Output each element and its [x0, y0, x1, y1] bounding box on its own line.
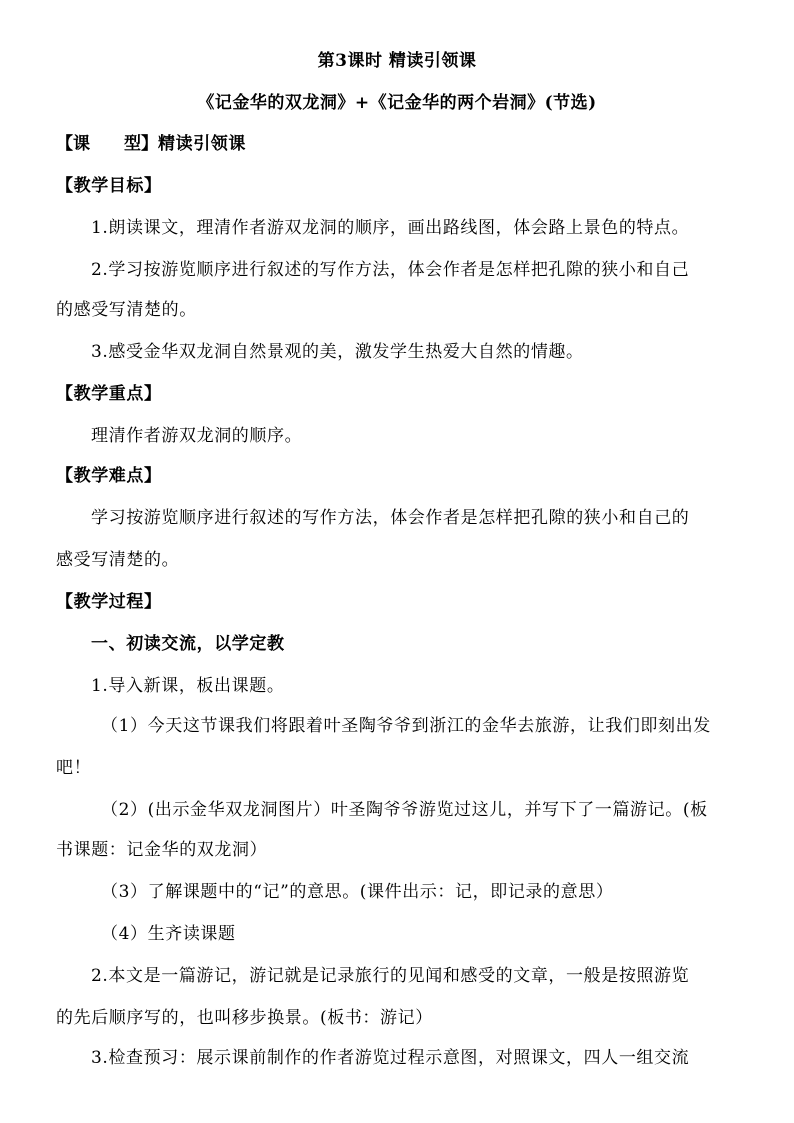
goal-item-2-line-2: 的感受写清楚的。: [56, 300, 197, 320]
process-sub-4: （4）生齐读课题: [101, 924, 236, 944]
goal-item-3: 3.感受金华双龙洞自然景观的美，激发学生热爱大自然的情趣。: [91, 342, 584, 362]
course-type-row: [56, 132, 246, 156]
goal-item-1: 1.朗读课文，理清作者游双龙洞的顺序，画出路线图，体会路上景色的特点。: [91, 218, 690, 238]
key-points-heading: 【教学重点】: [56, 384, 162, 404]
process-sub-1-line-1: （1）今天这节课我们将跟着叶圣陶爷爷到浙江的金华去旅游，让我们即刻出发: [101, 716, 711, 736]
lesson-subtitle: 《记金华的双龙洞》+《记金华的两个岩洞》(节选): [197, 93, 597, 113]
process-step-2-line-1: 2.本文是一篇游记，游记就是记录旅行的见闻和感受的文章，一般是按照游览: [91, 966, 690, 986]
process-step-2-line-2: 的先后顺序写的，也叫移步换景。(板书：游记）: [56, 1008, 433, 1028]
difficult-points-line-1: 学习按游览顺序进行叙述的写作方法，体会作者是怎样把孔隙的狭小和自己的: [91, 508, 690, 528]
process-sub-3: （3）了解课题中的“记”的意思。(课件出示：记，即记录的意思）: [101, 882, 614, 902]
key-points-text: 理清作者游双龙洞的顺序。: [91, 426, 303, 446]
process-sub-2-line-1: （2）(出示金华双龙洞图片）叶圣陶爷爷游览过这儿，并写下了一篇游记。(板: [101, 800, 708, 820]
goals-heading: 【教学目标】: [56, 176, 162, 196]
process-heading: 【教学过程】: [56, 592, 162, 612]
process-sub-2-line-2: 书课题：记金华的双龙洞）: [56, 840, 268, 860]
process-step-1: 1.导入新课，板出课题。: [91, 676, 285, 696]
lesson-title: 第3课时 精读引领课: [317, 51, 477, 71]
difficult-points-heading: 【教学难点】: [56, 466, 162, 486]
course-type-label: 【课 型】: [56, 134, 158, 154]
process-section-1: 一、初读交流，以学定教: [91, 634, 285, 654]
course-type-value: 精读引领课: [158, 134, 246, 154]
difficult-points-line-2: 感受写清楚的。: [56, 550, 180, 570]
process-sub-1-line-2: 吧！: [56, 758, 92, 778]
goal-item-2-line-1: 2.学习按游览顺序进行叙述的写作方法，体会作者是怎样把孔隙的狭小和自己: [91, 260, 690, 280]
process-step-3: 3.检查预习：展示课前制作的作者游览过程示意图，对照课文，四人一组交流: [91, 1048, 690, 1068]
